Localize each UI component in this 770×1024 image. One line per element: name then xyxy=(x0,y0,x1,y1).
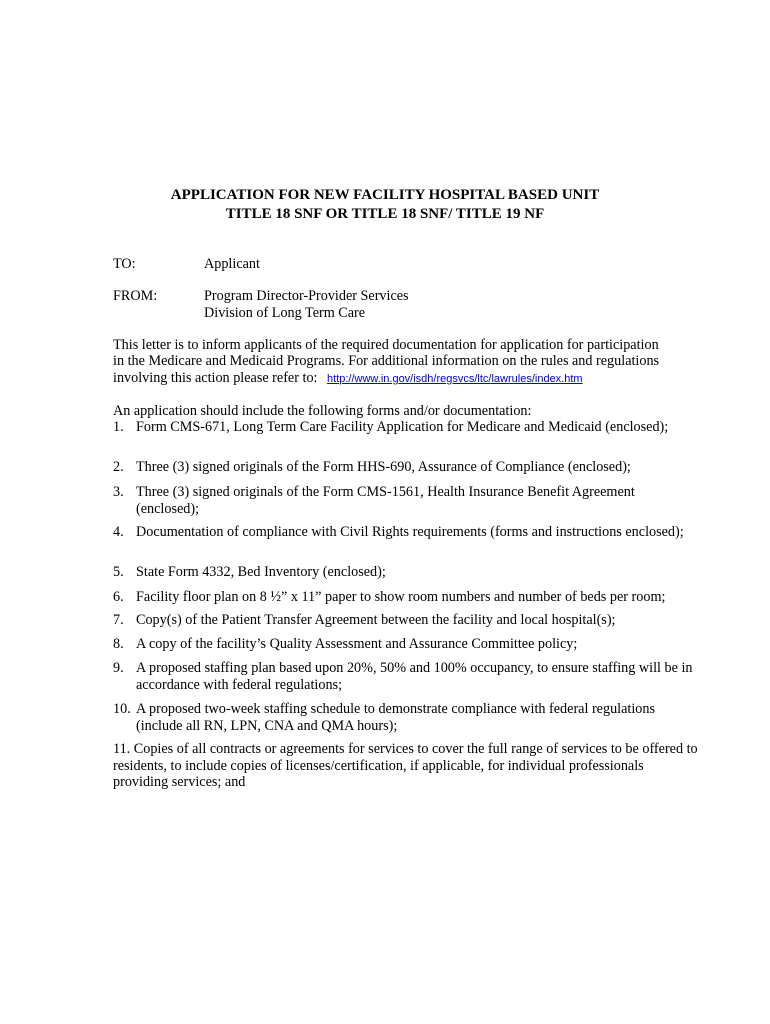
list-item-text: Copy(s) of the Patient Transfer Agreement between the facility and local hospital(s); xyxy=(136,612,616,628)
list-item-text: Documentation of compliance with Civil Rights requirements (forms and instructions enclosed); xyxy=(136,524,684,540)
list-item-number: 9. xyxy=(113,660,124,676)
list-item-text: A copy of the facility’s Quality Assessment and Assurance Committee policy; xyxy=(136,636,578,652)
list-item xyxy=(113,612,693,629)
list-item xyxy=(113,636,693,653)
list-item-number: 5. xyxy=(113,564,124,580)
list-item-text: Three (3) signed originals of the Form CMS-1561, Health Insurance Benefit Agreement (enclosed); xyxy=(136,484,635,517)
from-value-line-2: Division of Long Term Care xyxy=(204,305,366,321)
list-item xyxy=(113,741,698,791)
document-title-line-1: APPLICATION FOR NEW FACILITY HOSPITAL BASED UNIT xyxy=(170,187,600,203)
list-item xyxy=(113,564,693,581)
intro-line-3-text: involving this action please refer to: xyxy=(113,370,318,386)
list-item-body: Copies of all contracts or agreements for services to cover the full range of services to be offered to residents, to include copies of licenses/certification, if applicable, for individual professionals providing services; and xyxy=(113,741,698,790)
list-item xyxy=(113,459,693,476)
list-item-number: 2. xyxy=(113,459,124,475)
list-item xyxy=(113,660,693,693)
list-item-text: State Form 4332, Bed Inventory (enclosed); xyxy=(136,564,386,580)
list-item-text: Facility floor plan on 8 ½” x 11” paper to show room numbers and number of beds per room; xyxy=(136,589,666,605)
list-item-text: Form CMS-671, Long Term Care Facility Application for Medicare and Medicaid (enclosed); xyxy=(136,419,669,435)
list-item-number: 8. xyxy=(113,636,124,652)
list-item-number: 4. xyxy=(113,524,124,540)
from-value-line-1: Program Director-Provider Services xyxy=(204,288,409,304)
list-item-text: Three (3) signed originals of the Form HHS-690, Assurance of Compliance (enclosed); xyxy=(136,459,631,475)
list-item-text: A proposed two-week staffing schedule to demonstrate compliance with federal regulations (include all RN, LPN, CNA and QMA hours); xyxy=(136,701,655,734)
list-item-number: 7. xyxy=(113,612,124,628)
rules-regulations-link[interactable]: http://www.in.gov/isdh/regsvcs/ltc/lawrules/index.htm xyxy=(327,373,583,385)
intro-line-1: This letter is to inform applicants of the required documentation for application for participation xyxy=(113,337,659,353)
to-value: Applicant xyxy=(204,256,260,272)
document-title-line-2: TITLE 18 SNF OR TITLE 18 SNF/ TITLE 19 NF xyxy=(225,206,545,222)
intro-line-3 xyxy=(113,370,693,388)
list-intro: An application should include the following forms and/or documentation: xyxy=(113,403,532,419)
list-item xyxy=(113,484,693,517)
from-label: FROM: xyxy=(113,288,158,304)
list-item-number: 6. xyxy=(113,589,124,605)
intro-line-2: in the Medicare and Medicaid Programs. For additional information on the rules and regulations xyxy=(113,353,660,369)
list-item xyxy=(113,419,693,436)
list-item-text: A proposed staffing plan based upon 20%, 50% and 100% occupancy, to ensure staffing will be in accordance with federal regulations; xyxy=(136,660,693,693)
list-item-number: 11. xyxy=(113,741,131,757)
list-item-text xyxy=(113,741,698,791)
to-label: TO: xyxy=(113,256,136,272)
list-item xyxy=(113,524,693,541)
list-item xyxy=(113,701,693,734)
list-item-number: 1. xyxy=(113,419,124,435)
list-item xyxy=(113,589,693,606)
list-item-number: 3. xyxy=(113,484,124,500)
list-item-number: 10. xyxy=(113,701,131,717)
